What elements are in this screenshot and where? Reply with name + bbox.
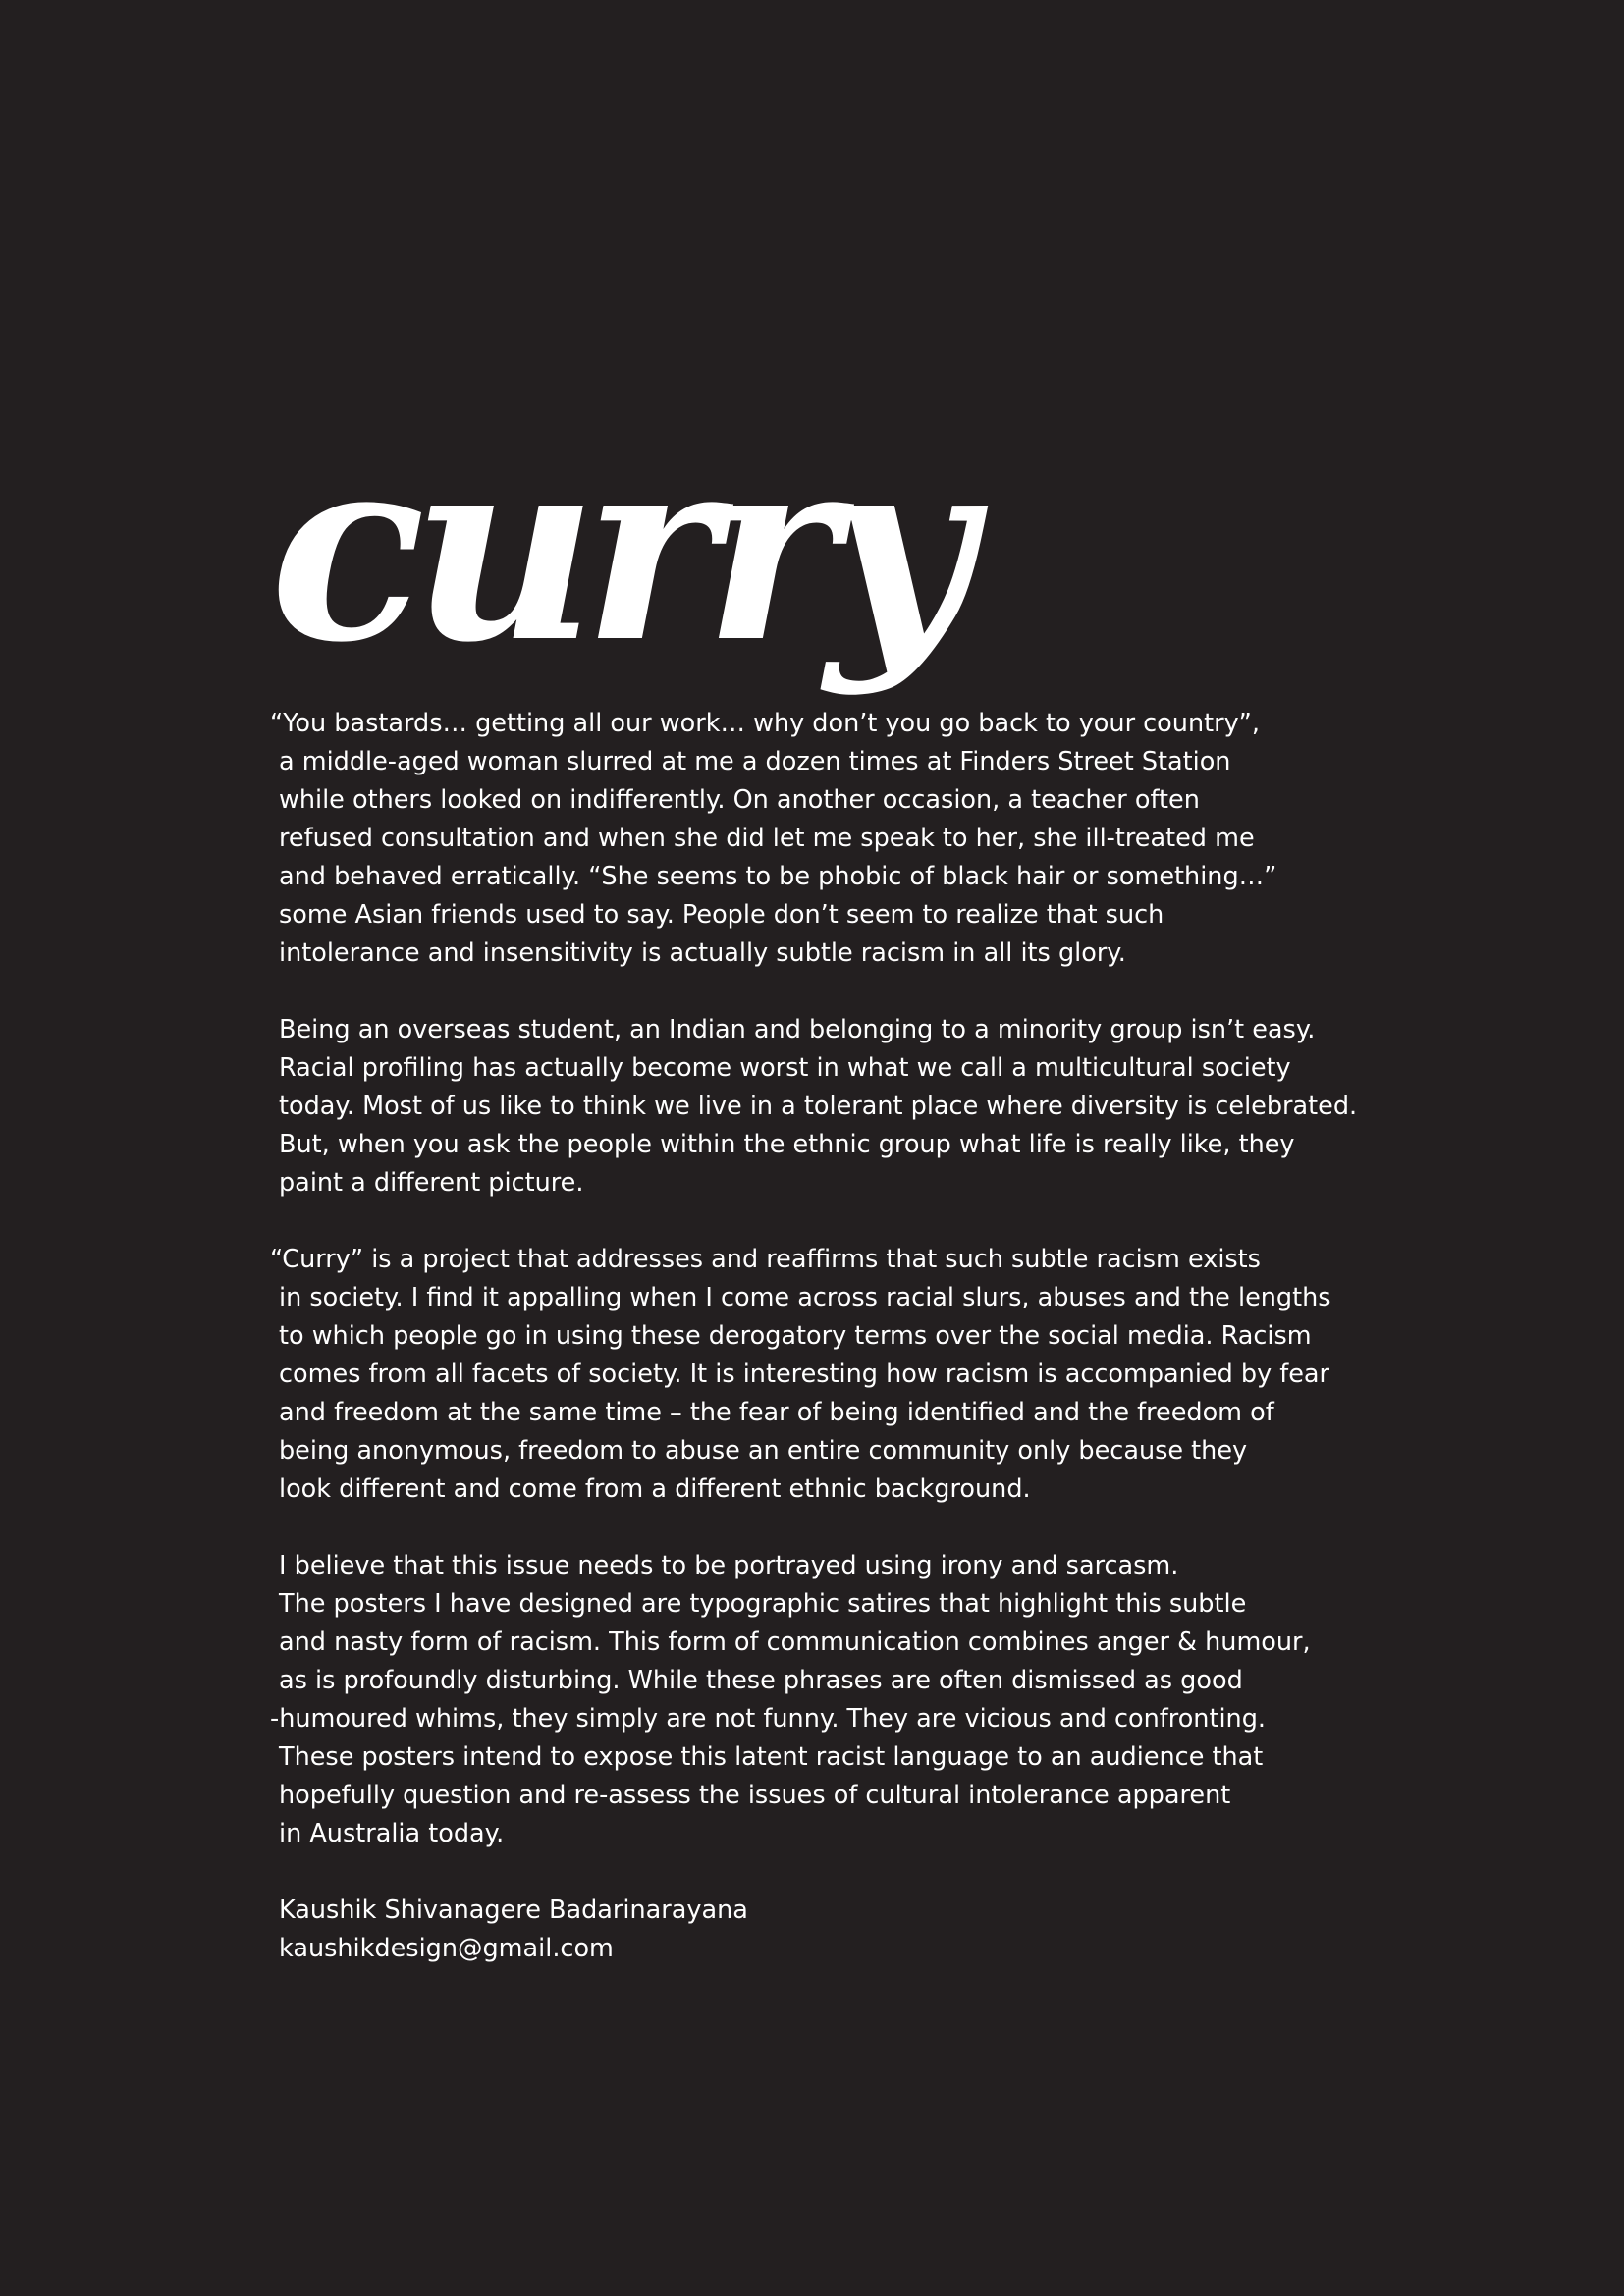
body-text	[270, 705, 1370, 2006]
author-name: Kaushik Shivanagere Badarinarayana	[279, 1896, 748, 1925]
page-title: curry	[270, 400, 960, 699]
signature-block	[270, 1892, 1370, 1968]
text-line: hopefully question and re-assess the issues of cultural intolerance apparent	[279, 1781, 1231, 1810]
text-line: and behaved erratically. “She seems to be phobic of black hair or something…”	[279, 862, 1277, 891]
text-line: in Australia today.	[279, 1819, 505, 1848]
text-line: Racial profiling has actually become worst in what we call a multicultural society	[279, 1053, 1291, 1083]
text-line: being anonymous, freedom to abuse an entire community only because they	[279, 1436, 1248, 1466]
text-line: “You bastards… getting all our work… why don’t you go back to your country”,	[270, 709, 1260, 738]
paragraph-overseas-student	[270, 1011, 1370, 1202]
text-line: comes from all facets of society. It is interesting how racism is accompanied by fear	[279, 1360, 1330, 1389]
text-line: I believe that this issue needs to be portrayed using irony and sarcasm.	[279, 1551, 1179, 1580]
text-line: intolerance and insensitivity is actually subtle racism in all its glory.	[279, 938, 1126, 968]
text-line: But, when you ask the people within the ethnic group what life is really like, they	[279, 1130, 1295, 1159]
text-line: Being an overseas student, an Indian and belonging to a minority group isn’t easy.	[279, 1015, 1316, 1044]
paragraph-posters	[270, 1547, 1370, 1853]
paragraph-project	[270, 1241, 1370, 1509]
text-line: “Curry” is a project that addresses and reaffirms that such subtle racism exists	[270, 1245, 1261, 1274]
paragraph-intro	[270, 705, 1370, 973]
text-line: in society. I find it appalling when I come across racial slurs, abuses and the lengths	[279, 1283, 1331, 1312]
text-line: and nasty form of racism. This form of communication combines anger & humour,	[279, 1628, 1311, 1657]
text-line: look different and come from a different ethnic background.	[279, 1474, 1031, 1504]
text-line: -humoured whims, they simply are not funny. They are vicious and confronting.	[270, 1704, 1266, 1734]
text-line: These posters intend to expose this latent racist language to an audience that	[279, 1742, 1264, 1772]
text-line: some Asian friends used to say. People don’t seem to realize that such	[279, 900, 1164, 930]
text-line: paint a different picture.	[279, 1168, 584, 1198]
author-email: kaushikdesign@gmail.com	[279, 1934, 614, 1963]
text-line: while others looked on indifferently. On another occasion, a teacher often	[279, 785, 1200, 815]
text-line: to which people go in using these derogatory terms over the social media. Racism	[279, 1321, 1312, 1351]
text-line: a middle-aged woman slurred at me a dozen times at Finders Street Station	[279, 747, 1231, 776]
text-line: today. Most of us like to think we live in a tolerant place where diversity is celebrated.	[279, 1092, 1358, 1121]
text-line: refused consultation and when she did let me speak to her, she ill-treated me	[279, 824, 1255, 853]
text-line: and freedom at the same time – the fear of being identified and the freedom of	[279, 1398, 1274, 1427]
text-line: The posters I have designed are typographic satires that highlight this subtle	[279, 1589, 1247, 1619]
text-line: as is profoundly disturbing. While these phrases are often dismissed as good	[279, 1666, 1243, 1695]
